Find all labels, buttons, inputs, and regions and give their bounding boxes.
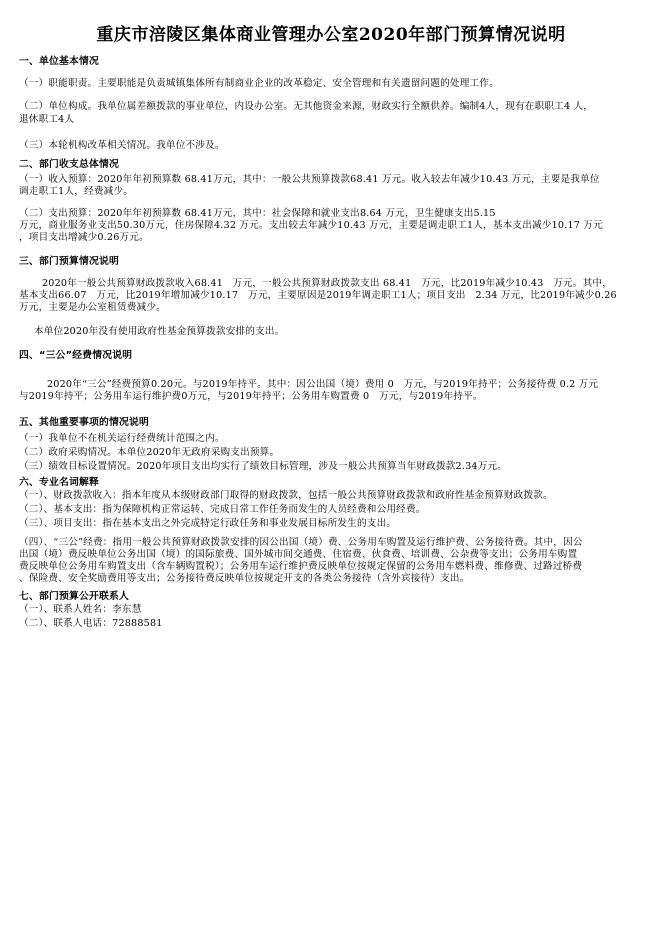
s3-paragraph-1-cont2: 万元，主要是办公室租赁费减少。 bbox=[19, 302, 166, 313]
s2-paragraph-1: （一）收入预算：2020年年初预算数 68.41万元，其中：一般公共预算拨款68.41 万元。收入较去年减少10.43 万元，主要是我单位 bbox=[19, 174, 600, 185]
s6-item-1: （一）、财政拨款收入：指本年度从本级财政部门取得的财政拨款，包括一般公共预算财政拨款和政府性基金预算财政拨款。 bbox=[19, 490, 553, 501]
s6-item-3: （三）、项目支出：指在基本支出之外完成特定行政任务和事业发展目标所发生的支出。 bbox=[19, 518, 397, 529]
s6-item-4-cont: 出国（境）费反映单位公务出国（境）的国际旅费、国外城市间交通费、住宿费、伙食费、培训费、公杂费等支出；公务用车购置 bbox=[19, 549, 578, 560]
s3-paragraph-1-cont: 基本支出66.07 万元，比2019年增加减少10.17 万元，主要原因是2019年调走职工1人；项目支出 2.34 万元，比2019年减少0.26 bbox=[19, 290, 617, 301]
s6-item-4-cont2: 费反映单位公务用车购置支出（含车辆购置税）；公务用车运行维护费反映单位按规定保留的公务用车燃料费、维修费、过路过桥费 bbox=[19, 561, 583, 572]
s5-item-1: （一）我单位不在机关运行经费统计范围之内。 bbox=[19, 433, 225, 444]
s4-paragraph-1: 2020年“三公”经费预算0.20元。与2019年持平。其中：因公出国（境）费用 0 万元，与2019年持平；公务接待费 0.2 万元 bbox=[47, 379, 599, 390]
section-3-heading: 三、部门预算情况说明 bbox=[19, 256, 119, 267]
document-title: 重庆市涪陵区集体商业管理办公室2020年部门预算情况说明 bbox=[96, 25, 566, 45]
s6-item-4-cont3: 、保险费、安全奖励费用等支出；公务接待费反映单位按规定开支的各类公务接待（含外宾接待）支出。 bbox=[19, 573, 470, 584]
section-6-heading: 六、专业名词解释 bbox=[19, 477, 99, 488]
s1-paragraph-3: （三）本轮机构改革相关情况。我单位不涉及。 bbox=[19, 140, 225, 151]
s1-paragraph-2-cont: 退休职工4人 bbox=[19, 114, 75, 125]
s3-paragraph-2: 本单位2020年没有使用政府性基金预算拨款安排的支出。 bbox=[34, 326, 285, 337]
s2-paragraph-2-cont2: ，项目支出增减少0.26万元。 bbox=[19, 232, 149, 243]
s6-item-2: （二）、基本支出：指为保障机构正常运转、完成日常工作任务而发生的人员经费和公用经费。 bbox=[19, 504, 426, 515]
s2-paragraph-2-cont: 万元，商业服务业支出50.30万元，住房保障4.32 万元。支出较去年减少10.43 万元，主要是调走职工1人，基本支出减少10.17 万元 bbox=[19, 220, 603, 231]
s4-paragraph-1-cont: 与2019年持平；公务用车运行维护费0万元，与2019年持平；公务用车购置费 0 万元，与2019年持平。 bbox=[19, 391, 483, 402]
s1-paragraph-1: （一）职能职责。主要职能是负责城镇集体所有制商业企业的改革稳定、安全管理和有关遗留问题的处理工作。 bbox=[19, 78, 499, 89]
section-1-heading: 一、单位基本情况 bbox=[19, 56, 99, 67]
section-7-heading: 七、部门预算公开联系人 bbox=[19, 591, 129, 602]
s6-item-4: （四）、“三公”经费：指用一般公共预算财政拨款安排的因公出国（境）费、公务用车购置及运行维护费、公务接待费。其中，因公 bbox=[19, 537, 583, 548]
section-5-heading: 五、其他重要事项的情况说明 bbox=[19, 417, 149, 428]
s1-paragraph-2: （二）单位构成。我单位属差额拨款的事业单位，内设办公室。无其他资金来源，财政实行全额供养。编制4人，现有在职职工4 人， bbox=[19, 101, 594, 112]
contact-phone: （二）、联系人电话：72888581 bbox=[19, 618, 163, 629]
s3-paragraph-1: 2020年一般公共预算财政拨款收入68.41 万元，一般公共预算财政拨款支出 68.41 万元，比2019年减少10.43 万元。其中， bbox=[42, 278, 612, 289]
section-4-heading: 四、“三公”经费情况说明 bbox=[19, 350, 133, 361]
s5-item-2: （二）政府采购情况。本单位2020年无政府采购支出预算。 bbox=[19, 447, 280, 458]
s5-item-3: （三）绩效目标设置情况。2020年项目支出均实行了绩效目标管理，涉及一般公共预算当年财政拨款2.34万元。 bbox=[19, 461, 508, 472]
s2-paragraph-2: （二）支出预算：2020年年初预算数 68.41万元，其中：社会保障和就业支出8.64 万元，卫生健康支出5.15 bbox=[19, 208, 496, 219]
section-2-heading: 二、部门收支总体情况 bbox=[19, 159, 119, 170]
s2-paragraph-1-cont: 调走职工1人，经费减少。 bbox=[19, 186, 134, 197]
contact-name: （一）、联系人姓名：李东慧 bbox=[19, 604, 142, 615]
